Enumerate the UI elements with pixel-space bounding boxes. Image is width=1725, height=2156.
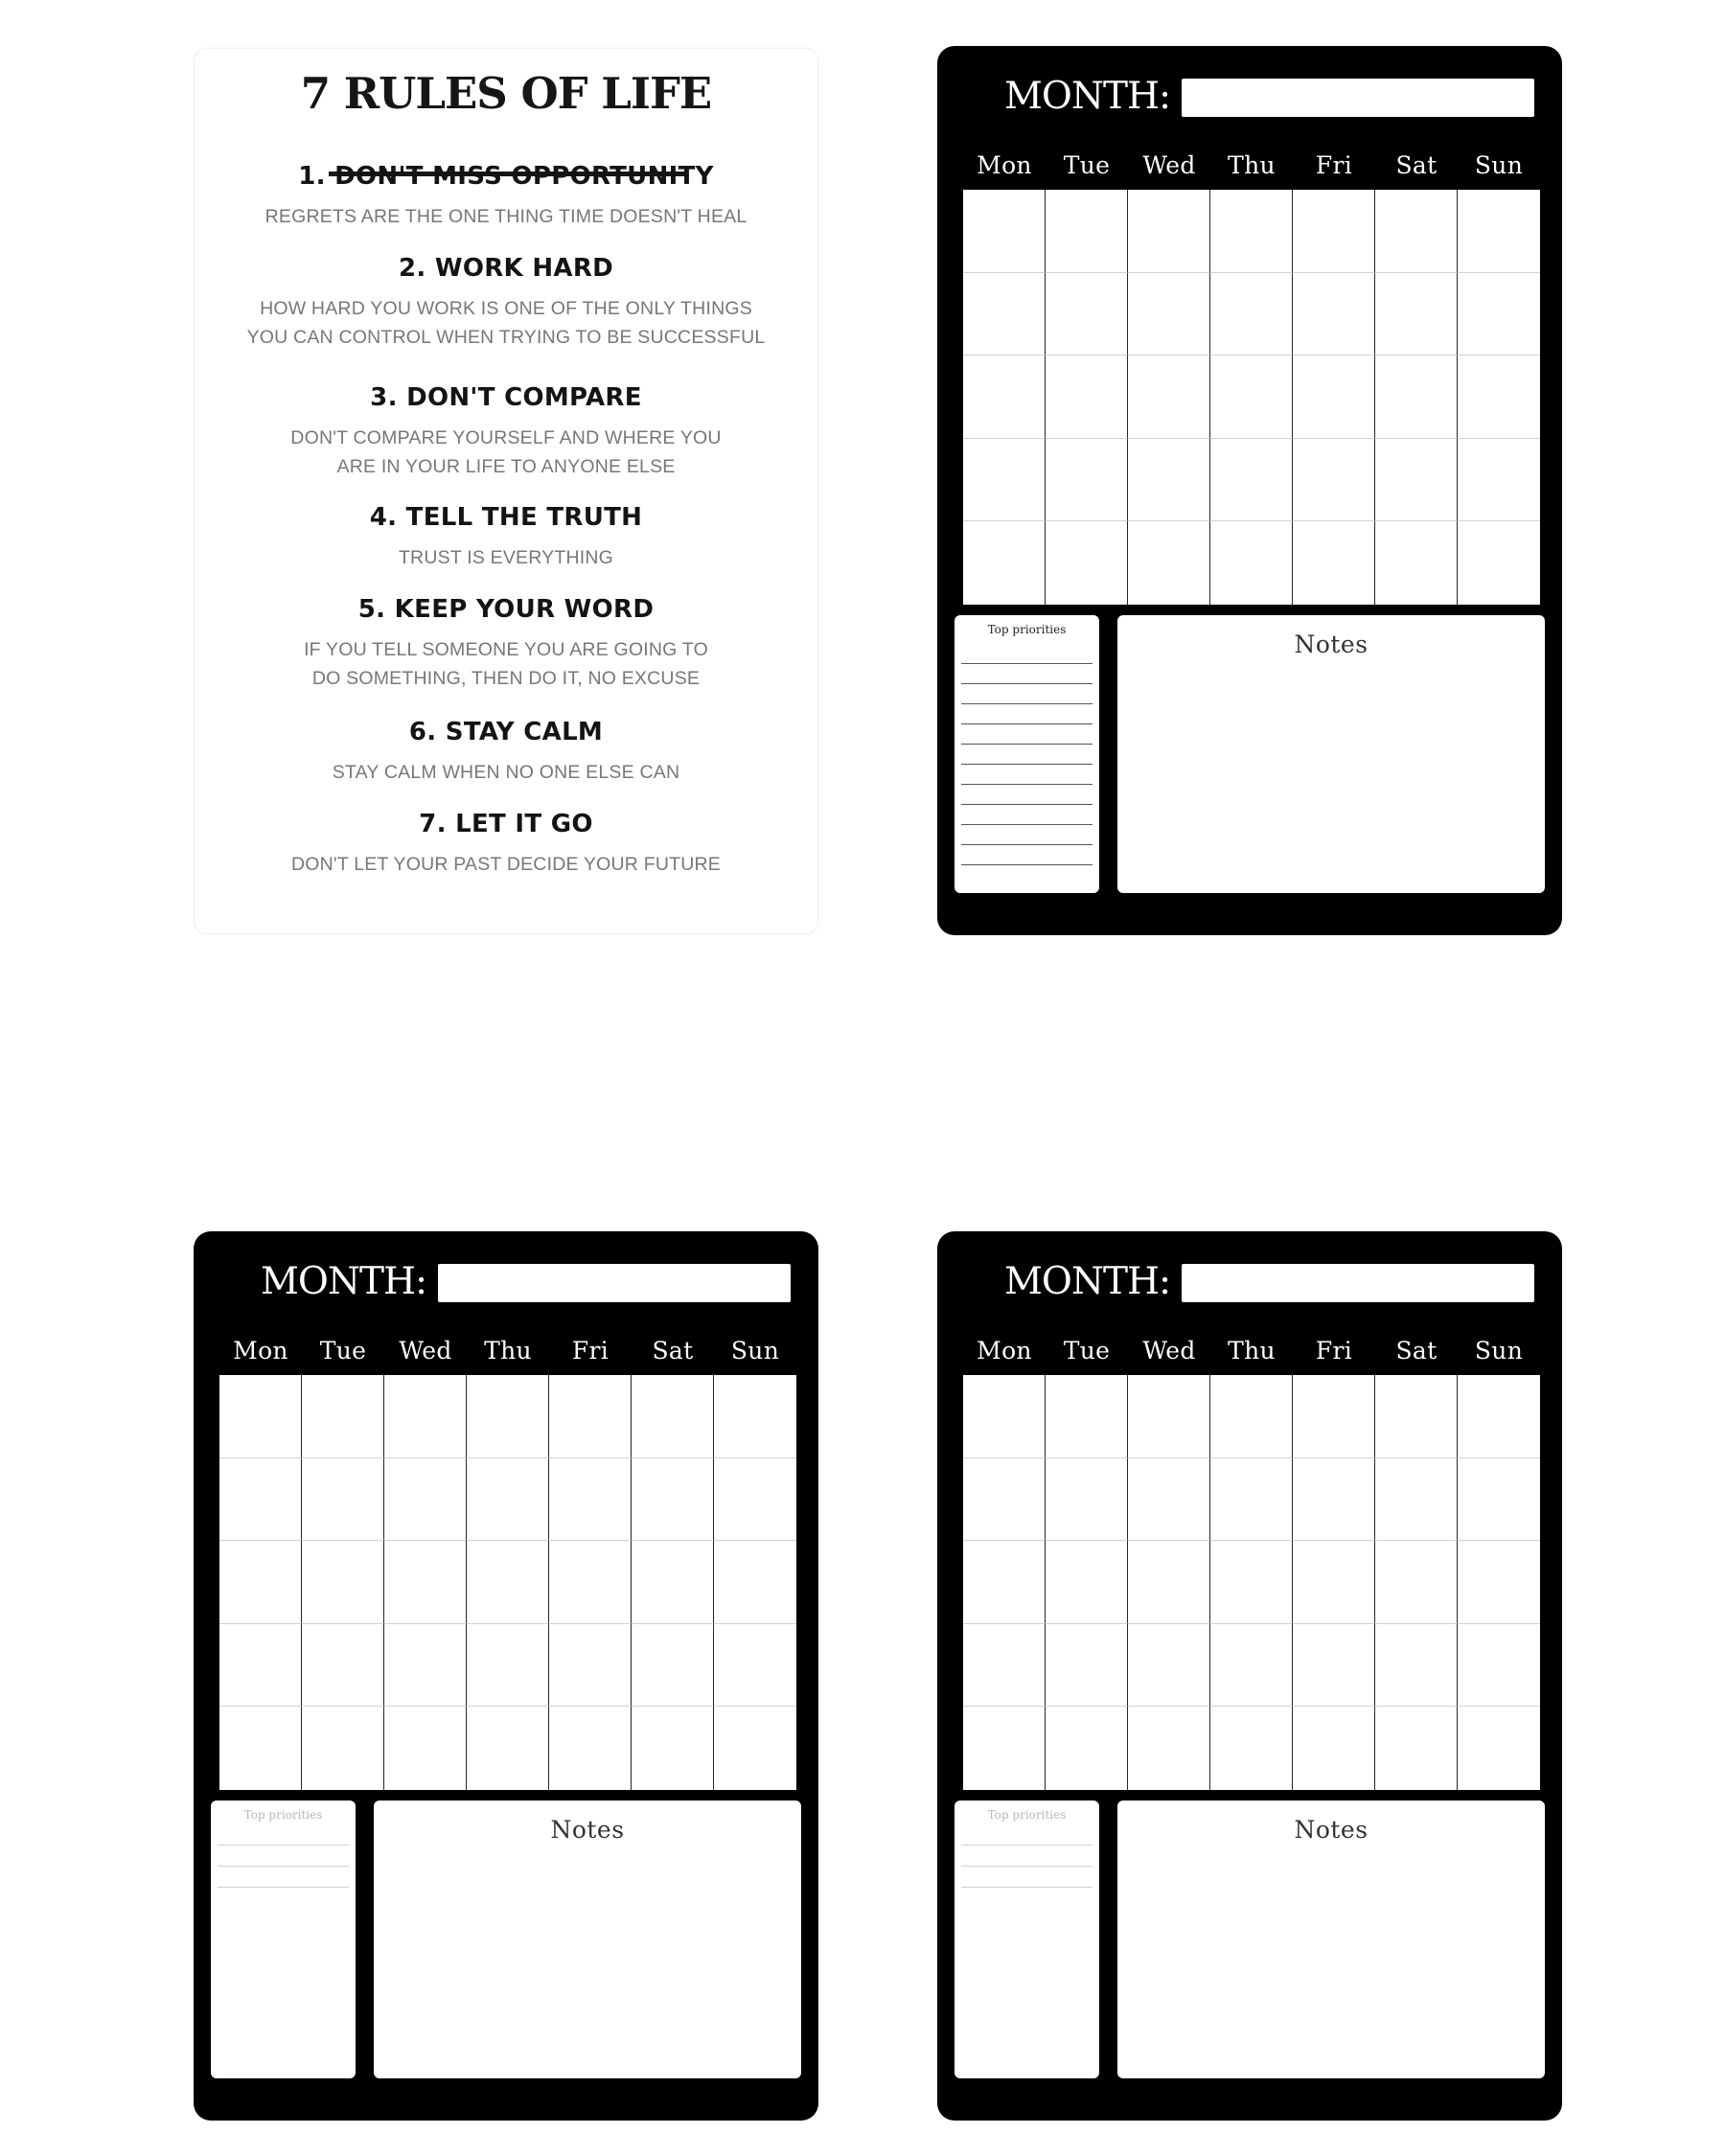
priority-line [961, 723, 1092, 724]
priority-line [961, 864, 1092, 865]
weekday-header [963, 1332, 1540, 1370]
day-cell[interactable] [1046, 521, 1128, 605]
weekday-label: Sun [730, 1337, 780, 1365]
day-cell[interactable] [1375, 1375, 1458, 1458]
day-cell[interactable] [1293, 1375, 1375, 1458]
notes-box[interactable] [1117, 1800, 1545, 2078]
priority-line [961, 764, 1092, 765]
rule-heading: 3. DON'T COMPARE [370, 383, 642, 412]
day-cell[interactable] [632, 1707, 714, 1790]
day-cell[interactable] [1128, 273, 1210, 356]
notes-label: Notes [1294, 631, 1368, 658]
day-cell[interactable] [632, 1541, 714, 1624]
weekday-header [963, 147, 1540, 185]
month-field[interactable] [1182, 79, 1534, 117]
weekday-label: Mon [977, 1337, 1032, 1365]
day-cell[interactable] [384, 1375, 467, 1458]
day-cell[interactable] [963, 1541, 1046, 1624]
day-cell[interactable] [1375, 190, 1458, 273]
calendar-card [937, 1231, 1562, 2121]
day-cell[interactable] [714, 1375, 796, 1458]
day-cell[interactable] [1046, 439, 1128, 522]
day-cell[interactable] [1293, 356, 1375, 439]
day-cell[interactable] [1128, 190, 1210, 273]
day-cell[interactable] [1375, 273, 1458, 356]
rules-poster [194, 48, 818, 934]
day-cell[interactable] [1375, 356, 1458, 439]
poster-title: 7 RULES OF LIFE [300, 68, 712, 119]
day-cell[interactable] [1375, 1458, 1458, 1542]
day-cell[interactable] [963, 1707, 1046, 1790]
rule-text: STAY CALM WHEN NO ONE ELSE CAN [332, 762, 680, 783]
day-cell[interactable] [1210, 1541, 1293, 1624]
priorities-label: Top priorities [243, 1808, 323, 1822]
day-cell[interactable] [219, 1458, 302, 1542]
rule-text: YOU CAN CONTROL WHEN TRYING TO BE SUCCESSFUL [246, 327, 766, 348]
rule-item [195, 595, 817, 693]
calendar-grid [963, 190, 1540, 605]
priority-line [961, 744, 1092, 745]
day-cell[interactable] [963, 1458, 1046, 1542]
rule-item [195, 254, 817, 352]
priorities-label: Top priorities [987, 1808, 1067, 1822]
rule-item [195, 383, 817, 481]
day-cell[interactable] [549, 1458, 632, 1542]
day-cell[interactable] [632, 1624, 714, 1708]
notes-label: Notes [1294, 1816, 1368, 1844]
rule-text: DON'T LET YOUR PAST DECIDE YOUR FUTURE [291, 854, 721, 875]
weekday-label: Wed [1142, 151, 1196, 179]
day-cell[interactable] [1293, 1707, 1375, 1790]
day-cell[interactable] [1293, 439, 1375, 522]
rule-heading: 6. STAY CALM [408, 718, 604, 746]
day-cell[interactable] [1128, 1624, 1210, 1708]
weekday-label: Sun [1474, 1337, 1524, 1365]
notes-label: Notes [550, 1816, 625, 1844]
day-cell[interactable] [963, 521, 1046, 605]
month-label: MONTH: [1004, 75, 1171, 118]
weekday-label: Mon [977, 151, 1032, 179]
day-cell[interactable] [549, 1541, 632, 1624]
day-cell[interactable] [1293, 190, 1375, 273]
day-cell[interactable] [1293, 273, 1375, 356]
top-priorities-box[interactable] [211, 1800, 356, 2078]
day-cell[interactable] [1046, 190, 1128, 273]
rule-item [195, 162, 817, 231]
day-cell[interactable] [714, 1541, 796, 1624]
priority-line [218, 1887, 349, 1888]
day-cell[interactable] [1046, 1707, 1128, 1790]
day-cell[interactable] [549, 1707, 632, 1790]
day-cell[interactable] [1128, 1458, 1210, 1542]
day-cell[interactable] [1458, 1541, 1540, 1624]
day-cell[interactable] [1458, 273, 1540, 356]
day-cell[interactable] [963, 1375, 1046, 1458]
rule-text: DON'T COMPARE YOURSELF AND WHERE YOU [290, 427, 722, 448]
day-cell[interactable] [1128, 1707, 1210, 1790]
day-cell[interactable] [1458, 1624, 1540, 1708]
priority-line [961, 683, 1092, 684]
day-cell[interactable] [632, 1458, 714, 1542]
day-cell[interactable] [384, 1707, 467, 1790]
rule-heading: 7. LET IT GO [419, 810, 593, 838]
rule-text: DO SOMETHING, THEN DO IT, NO EXCUSE [311, 668, 701, 689]
day-cell[interactable] [963, 356, 1046, 439]
day-cell[interactable] [632, 1375, 714, 1458]
weekday-label: Tue [1063, 151, 1111, 179]
weekday-label: Sat [1395, 151, 1438, 179]
weekday-label: Wed [399, 1337, 452, 1365]
day-cell[interactable] [219, 1624, 302, 1708]
rule-text: IF YOU TELL SOMEONE YOU ARE GOING TO [304, 639, 708, 660]
weekday-label: Fri [1315, 1337, 1353, 1365]
rule-heading: 1. DON'T MISS OPPORTUNITY [298, 162, 714, 191]
day-cell[interactable] [1210, 1707, 1293, 1790]
day-cell[interactable] [1210, 521, 1293, 605]
rule-item [195, 810, 817, 879]
notes-box[interactable] [374, 1800, 801, 2078]
priority-line [218, 1866, 349, 1867]
month-field[interactable] [438, 1264, 791, 1302]
calendar-card [194, 1231, 818, 2121]
weekday-label: Sat [1395, 1337, 1438, 1365]
day-cell[interactable] [963, 190, 1046, 273]
month-field[interactable] [1182, 1264, 1534, 1302]
rule-heading: 5. KEEP YOUR WORD [357, 595, 655, 624]
day-cell[interactable] [714, 1458, 796, 1542]
weekday-label: Tue [1063, 1337, 1111, 1365]
day-cell[interactable] [1210, 190, 1293, 273]
day-cell[interactable] [549, 1375, 632, 1458]
day-cell[interactable] [302, 1541, 384, 1624]
day-cell[interactable] [1458, 1458, 1540, 1542]
day-cell[interactable] [467, 1375, 549, 1458]
day-cell[interactable] [1375, 521, 1458, 605]
month-label: MONTH: [1004, 1260, 1171, 1303]
day-cell[interactable] [1128, 356, 1210, 439]
day-cell[interactable] [714, 1707, 796, 1790]
rule-text: REGRETS ARE THE ONE THING TIME DOESN'T HEAL [264, 206, 748, 227]
day-cell[interactable] [1210, 1375, 1293, 1458]
calendar-grid [963, 1375, 1540, 1790]
top-priorities-box[interactable] [954, 1800, 1099, 2078]
day-cell[interactable] [467, 1458, 549, 1542]
day-cell[interactable] [1128, 439, 1210, 522]
weekday-label: Sat [652, 1337, 694, 1365]
day-cell[interactable] [302, 1707, 384, 1790]
rule-text: HOW HARD YOU WORK IS ONE OF THE ONLY THINGS [260, 298, 752, 319]
day-cell[interactable] [1293, 1624, 1375, 1708]
day-cell[interactable] [1375, 1624, 1458, 1708]
day-cell[interactable] [219, 1707, 302, 1790]
priority-line [961, 1866, 1092, 1867]
priority-line [961, 844, 1092, 845]
day-cell[interactable] [467, 1541, 549, 1624]
day-cell[interactable] [1458, 1375, 1540, 1458]
calendar-card [937, 46, 1562, 935]
weekday-label: Mon [233, 1337, 288, 1365]
day-cell[interactable] [1210, 1624, 1293, 1708]
day-cell[interactable] [1293, 1458, 1375, 1542]
day-cell[interactable] [467, 1624, 549, 1708]
notes-box[interactable] [1117, 615, 1545, 893]
day-cell[interactable] [1458, 1707, 1540, 1790]
day-cell[interactable] [1046, 1458, 1128, 1542]
weekday-label: Sun [1474, 151, 1524, 179]
priority-line [961, 804, 1092, 805]
rule-text: TRUST IS EVERYTHING [398, 547, 614, 568]
day-cell[interactable] [1046, 356, 1128, 439]
day-cell[interactable] [1046, 1375, 1128, 1458]
day-cell[interactable] [963, 1624, 1046, 1708]
rule-item [195, 718, 817, 787]
priorities-label: Top priorities [987, 623, 1067, 636]
day-cell[interactable] [1046, 273, 1128, 356]
day-cell[interactable] [963, 273, 1046, 356]
day-cell[interactable] [1458, 356, 1540, 439]
day-cell[interactable] [1210, 439, 1293, 522]
day-cell[interactable] [384, 1541, 467, 1624]
priority-line [961, 824, 1092, 825]
weekday-header [219, 1332, 796, 1370]
day-cell[interactable] [549, 1624, 632, 1708]
day-cell[interactable] [1458, 521, 1540, 605]
day-cell[interactable] [1128, 1541, 1210, 1624]
day-cell[interactable] [1210, 356, 1293, 439]
day-cell[interactable] [1458, 439, 1540, 522]
priority-line [961, 1887, 1092, 1888]
day-cell[interactable] [467, 1707, 549, 1790]
day-cell[interactable] [1375, 439, 1458, 522]
day-cell[interactable] [384, 1458, 467, 1542]
weekday-label: Fri [1315, 151, 1353, 179]
day-cell[interactable] [302, 1624, 384, 1708]
weekday-label: Thu [484, 1337, 532, 1365]
day-cell[interactable] [219, 1541, 302, 1624]
calendar-grid [219, 1375, 796, 1790]
rule-text: ARE IN YOUR LIFE TO ANYONE ELSE [336, 456, 676, 477]
weekday-label: Thu [1228, 151, 1276, 179]
day-cell[interactable] [1210, 273, 1293, 356]
priority-line [218, 1845, 349, 1846]
day-cell[interactable] [219, 1375, 302, 1458]
day-cell[interactable] [1293, 1541, 1375, 1624]
weekday-label: Fri [571, 1337, 610, 1365]
month-label: MONTH: [261, 1260, 427, 1303]
weekday-label: Thu [1228, 1337, 1276, 1365]
weekday-label: Wed [1142, 1337, 1196, 1365]
day-cell[interactable] [1046, 1541, 1128, 1624]
rule-item [195, 503, 817, 572]
day-cell[interactable] [1046, 1624, 1128, 1708]
top-priorities-box[interactable] [954, 615, 1099, 893]
day-cell[interactable] [1375, 1707, 1458, 1790]
day-cell[interactable] [963, 439, 1046, 522]
priority-line [961, 703, 1092, 704]
day-cell[interactable] [1128, 1375, 1210, 1458]
day-cell[interactable] [384, 1624, 467, 1708]
priority-line [961, 663, 1092, 664]
day-cell[interactable] [1375, 1541, 1458, 1624]
priority-line [961, 1845, 1092, 1846]
rule-heading: 2. WORK HARD [398, 254, 614, 283]
day-cell[interactable] [1458, 190, 1540, 273]
weekday-label: Tue [319, 1337, 367, 1365]
day-cell[interactable] [302, 1375, 384, 1458]
day-cell[interactable] [302, 1458, 384, 1542]
day-cell[interactable] [1128, 521, 1210, 605]
rule-heading: 4. TELL THE TRUTH [369, 503, 643, 532]
day-cell[interactable] [1210, 1458, 1293, 1542]
day-cell[interactable] [714, 1624, 796, 1708]
day-cell[interactable] [1293, 521, 1375, 605]
priority-line [961, 784, 1092, 785]
